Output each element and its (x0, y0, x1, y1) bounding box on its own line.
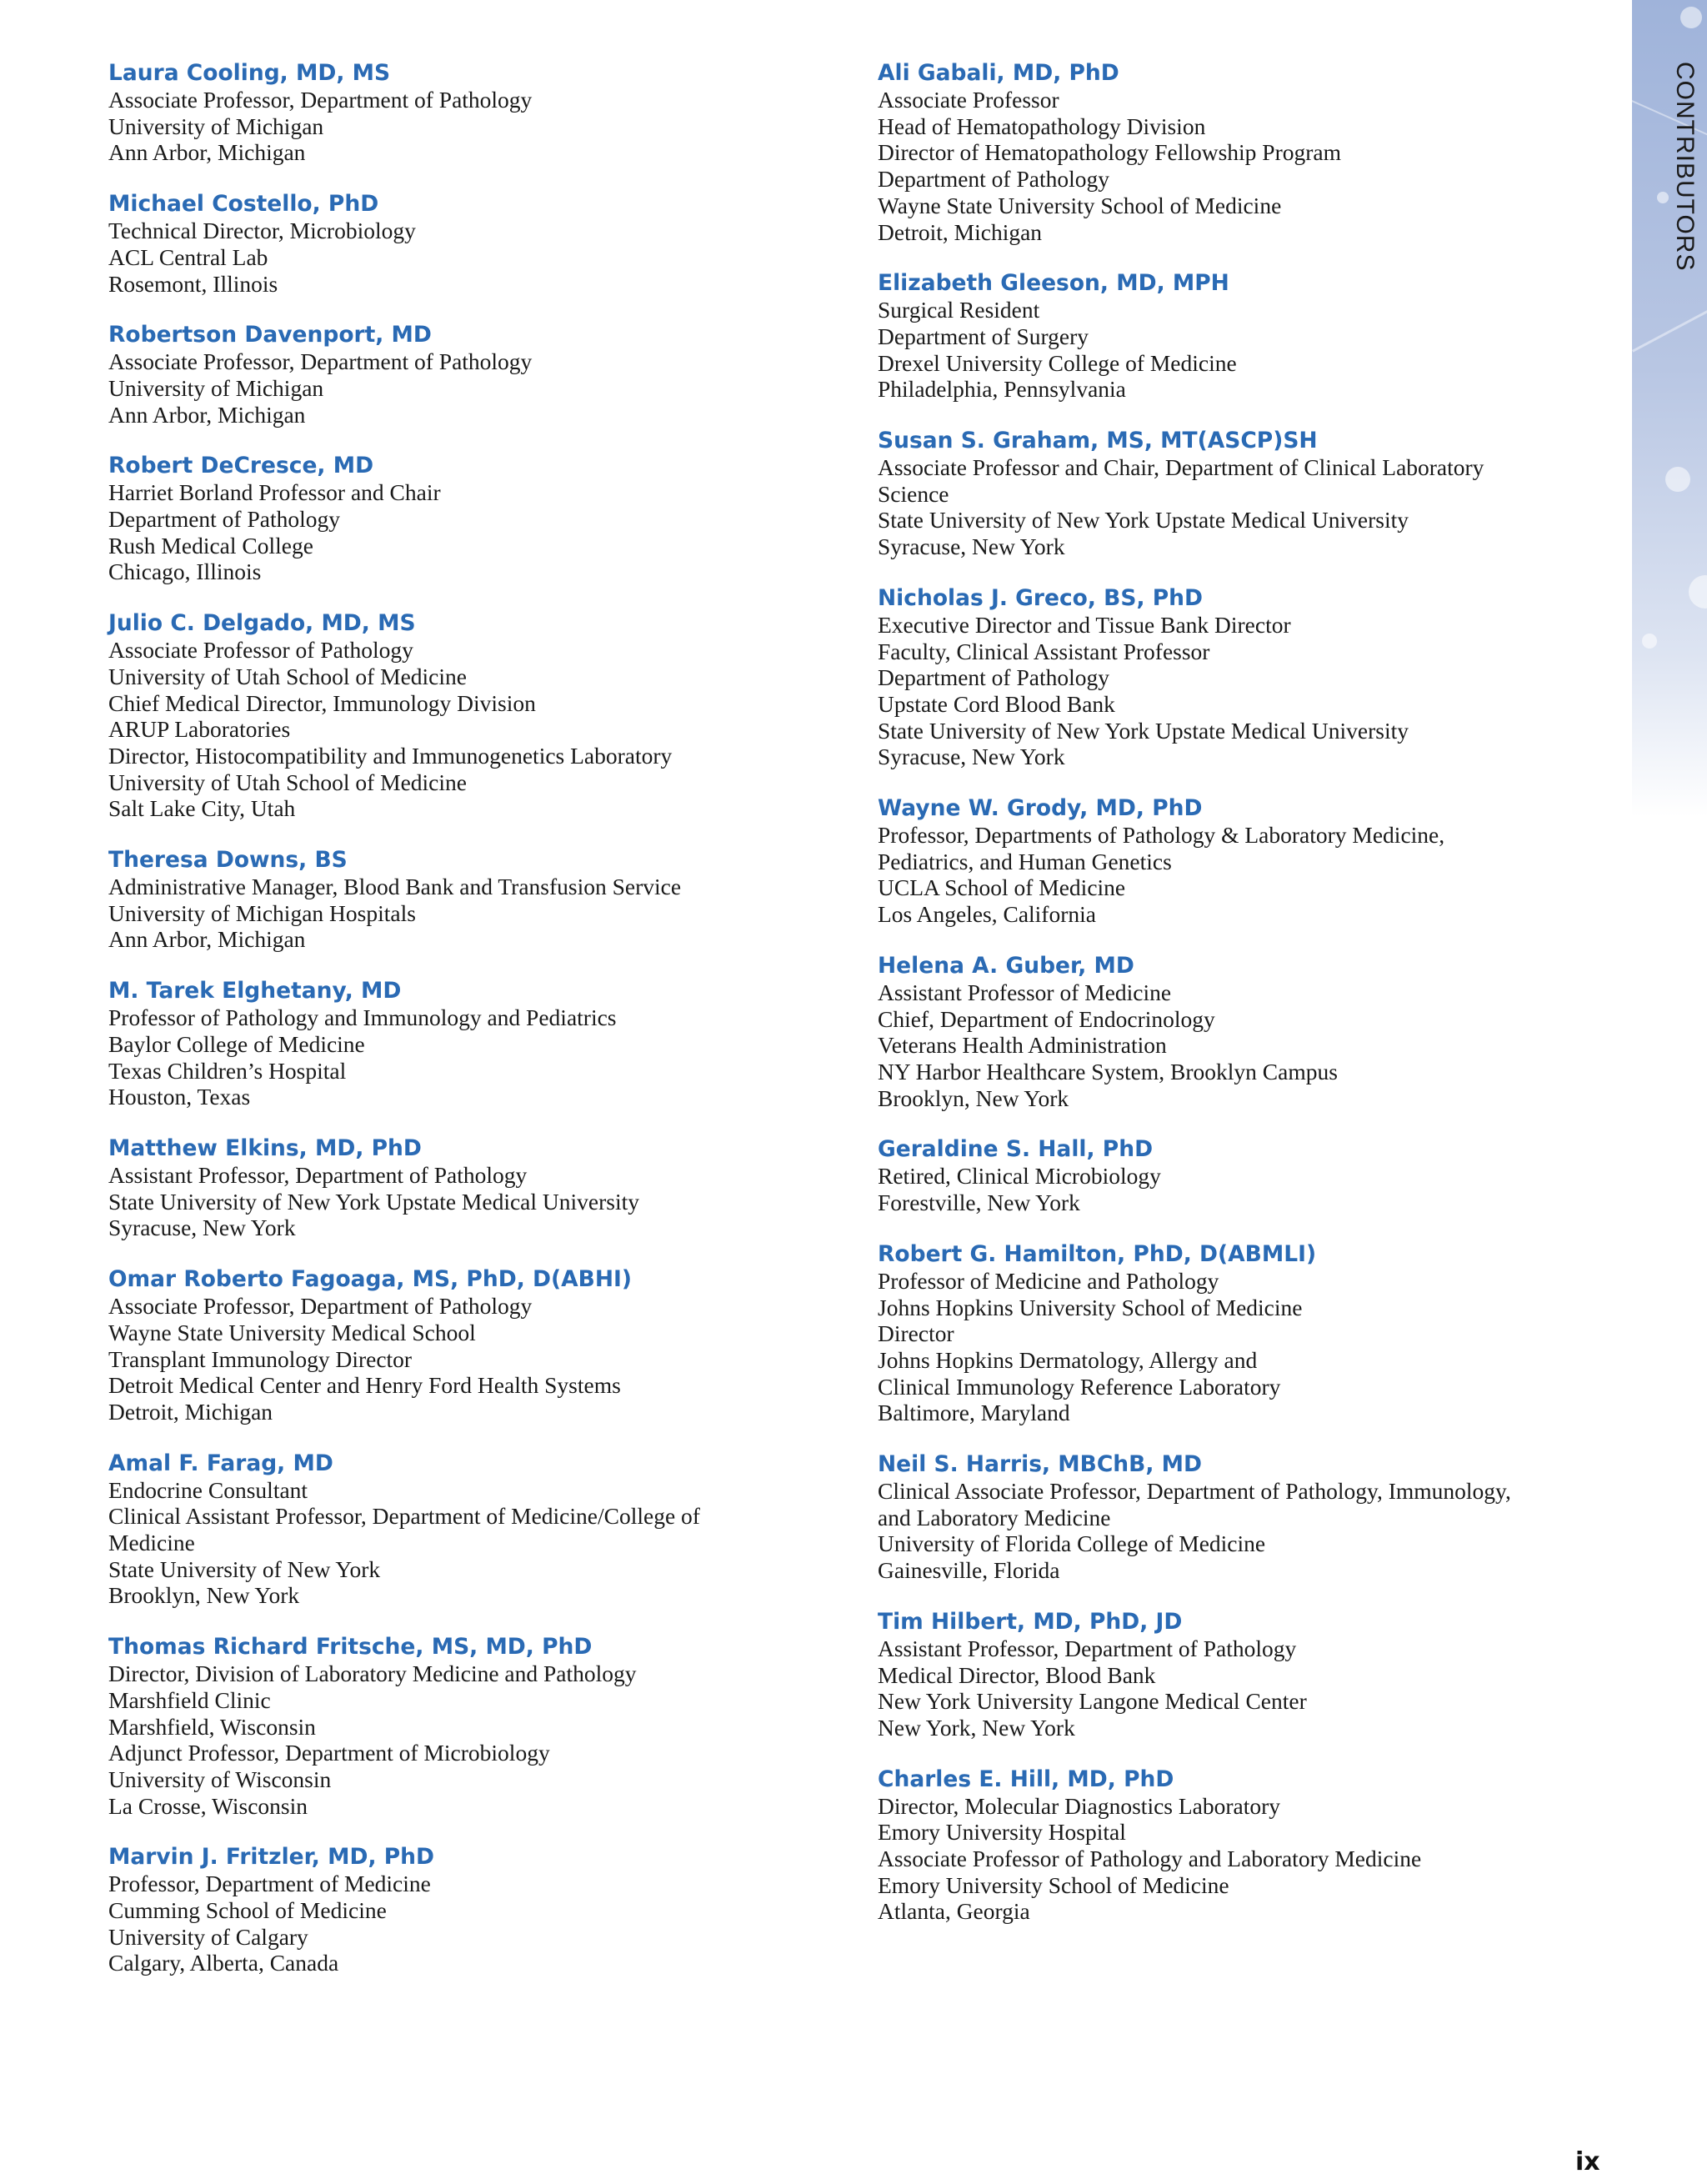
contributor-affiliation-line: Brooklyn, New York (108, 1582, 300, 1609)
contributor-affiliation-line: Associate Professor, Department of Pathology (108, 1293, 533, 1320)
contributor-affiliation-line: Detroit, Michigan (878, 218, 1043, 245)
contributor-name: Nicholas J. Greco, BS, PhD (878, 584, 1204, 611)
contributor-entry (878, 795, 1594, 928)
contributor-entry (878, 585, 1594, 770)
contributor-affiliation-line: Professor of Medicine and Pathology (878, 1267, 1219, 1294)
contributor-affiliation-line: Atlanta, Georgia (878, 1898, 1030, 1925)
contributor-affiliation-line: Johns Hopkins University School of Medicine (878, 1294, 1303, 1320)
contributor-affiliation-line: Department of Surgery (878, 323, 1089, 349)
contributor-affiliation-line: Emory University School of Medicine (878, 1871, 1229, 1898)
contributor-name: Susan S. Graham, MS, MT(ASCP)SH (878, 428, 1318, 454)
contributor-affiliation-line: Salt Lake City, Utah (108, 795, 296, 822)
contributor-affiliation-line: Clinical Associate Professor, Department of Pathology, Immunology, (878, 1478, 1511, 1505)
contributor-affiliation-line: Wayne State University School of Medicine (878, 192, 1282, 218)
contributor-name: M. Tarek Elghetany, MD (108, 978, 402, 1004)
contributor-affiliation-line: Rush Medical College (108, 532, 313, 559)
contributor-entry (108, 60, 825, 166)
contributor-affiliation-line: Wayne State University Medical School (108, 1319, 476, 1345)
contributor-affiliation-line: Forestville, New York (878, 1190, 1080, 1216)
contributor-affiliation-line: ARUP Laboratories (108, 716, 291, 743)
contributor-affiliation-line: Endocrine Consultant (108, 1476, 308, 1503)
contributor-affiliation-line: Assistant Professor, Department of Pathology (108, 1161, 528, 1188)
contributor-affiliation-line: Professor, Departments of Pathology & Laboratory Medicine, (878, 822, 1445, 849)
contributor-affiliation-line: Chicago, Illinois (108, 559, 262, 585)
contributor-affiliation-line: Faculty, Clinical Assistant Professor (878, 638, 1210, 664)
contributor-affiliation-line: New York University Langone Medical Center (878, 1688, 1307, 1715)
contributor-name: Marvin J. Fritzler, MD, PhD (108, 1844, 435, 1871)
contributor-affiliation-line: Los Angeles, California (878, 901, 1096, 928)
contributor-affiliation-line: Upstate Cord Blood Bank (878, 690, 1115, 717)
contributor-affiliation-line: Philadelphia, Pennsylvania (878, 376, 1126, 403)
contributor-affiliation-line: Syracuse, New York (878, 744, 1065, 770)
contributor-affiliation-line: NY Harbor Healthcare System, Brooklyn Campus (878, 1058, 1338, 1084)
contributor-affiliation-line: Professor of Pathology and Immunology and Pediatrics (108, 1004, 617, 1031)
contributor-entry (878, 428, 1594, 560)
contributor-affiliation-line: State University of New York Upstate Medical University (108, 1188, 639, 1215)
page-number: ix (1575, 2147, 1600, 2176)
contributor-affiliation-line: Associate Professor of Pathology (108, 637, 413, 664)
contributor-affiliation-line: Department of Pathology (878, 664, 1109, 691)
contributor-affiliation-line: and Laboratory Medicine (878, 1504, 1111, 1530)
contributor-affiliation-line: Syracuse, New York (878, 533, 1065, 560)
contributor-entry (108, 978, 825, 1110)
contributor-affiliation-line: Associate Professor, Department of Pathology (108, 87, 533, 113)
contributor-entry (108, 453, 825, 585)
contributor-affiliation-line: UCLA School of Medicine (878, 874, 1126, 901)
contributor-entry (878, 1766, 1594, 1926)
contributor-affiliation-line: University of Michigan Hospitals (108, 899, 416, 926)
contributor-affiliation-line: Head of Hematopathology Division (878, 113, 1206, 139)
contributor-affiliation-line: Pediatrics, and Human Genetics (878, 848, 1172, 874)
contributor-affiliation-line: Baylor College of Medicine (108, 1030, 365, 1057)
contributor-entry (108, 1844, 825, 1976)
contributor-affiliation-line: Cumming School of Medicine (108, 1897, 387, 1924)
contributor-name: Elizabeth Gleeson, MD, MPH (878, 270, 1229, 297)
contributor-affiliation-line: Director, Molecular Diagnostics Laboratory (878, 1792, 1281, 1819)
contributor-affiliation-line: Calgary, Alberta, Canada (108, 1950, 339, 1976)
contributors-column-right (878, 60, 1594, 1950)
contributor-affiliation-line: Surgical Resident (878, 297, 1040, 323)
contributor-affiliation-line: Drexel University College of Medicine (878, 349, 1237, 376)
contributor-affiliation-line: Detroit, Michigan (108, 1398, 273, 1425)
contributor-name: Julio C. Delgado, MD, MS (108, 610, 416, 637)
contributor-affiliation-line: Technical Director, Microbiology (108, 218, 416, 244)
contributor-affiliation-line: Texas Children’s Hospital (108, 1057, 347, 1084)
contributor-affiliation-line: Executive Director and Tissue Bank Director (878, 611, 1291, 638)
contributor-affiliation-line: State University of New York (108, 1555, 381, 1582)
contributor-name: Robert G. Hamilton, PhD, D(ABMLI) (878, 1240, 1317, 1267)
contributor-affiliation-line: Associate Professor, Department of Pathology (108, 348, 533, 375)
contributor-affiliation-line: Emory University Hospital (878, 1819, 1126, 1846)
contributor-entry (108, 1266, 825, 1425)
contributor-affiliation-line: State University of New York Upstate Medical University (878, 507, 1409, 533)
contributor-entry (878, 1609, 1594, 1741)
contributor-affiliation-line: Clinical Assistant Professor, Department of Medicine/College of (108, 1503, 700, 1530)
contributor-affiliation-line: Marshfield Clinic (108, 1686, 271, 1713)
streak-decoration (1632, 295, 1707, 352)
contributor-name: Robert DeCresce, MD (108, 453, 374, 479)
contributor-name: Michael Costello, PhD (108, 191, 379, 218)
contributor-entry (878, 1136, 1594, 1215)
contributor-affiliation-line: Medical Director, Blood Bank (878, 1661, 1156, 1688)
contributor-name: Laura Cooling, MD, MS (108, 60, 391, 86)
contributors-column-left (108, 60, 825, 2001)
contributor-name: Matthew Elkins, MD, PhD (108, 1135, 422, 1161)
contributor-affiliation-line: Ann Arbor, Michigan (108, 926, 306, 953)
bubble-decoration (1665, 467, 1690, 492)
contributor-affiliation-line: University of Michigan (108, 113, 324, 139)
contributor-name: Neil S. Harris, MBChB, MD (878, 1451, 1203, 1478)
contributor-affiliation-line: Transplant Immunology Director (108, 1345, 413, 1372)
contributor-affiliation-line: University of Calgary (108, 1923, 308, 1950)
contributor-affiliation-line: Assistant Professor of Medicine (878, 979, 1172, 1005)
contributor-affiliation-line: Director (878, 1320, 954, 1347)
contributor-name: Robertson Davenport, MD (108, 322, 432, 348)
contributor-entry (108, 847, 825, 953)
contributor-affiliation-line: Marshfield, Wisconsin (108, 1713, 316, 1740)
contributor-name: Charles E. Hill, MD, PhD (878, 1766, 1174, 1792)
contributor-entry (108, 191, 825, 297)
contributor-entry (878, 953, 1594, 1112)
contributor-affiliation-line: Associate Professor (878, 87, 1059, 113)
contributor-affiliation-line: Adjunct Professor, Department of Microbiology (108, 1740, 550, 1766)
bubble-decoration (1642, 634, 1657, 649)
contributor-affiliation-line: Ann Arbor, Michigan (108, 139, 306, 166)
contributor-entry (108, 1450, 825, 1610)
contributor-affiliation-line: Professor, Department of Medicine (108, 1871, 431, 1897)
contributor-name: Tim Hilbert, MD, PhD, JD (878, 1608, 1183, 1635)
contributor-affiliation-line: University of Michigan (108, 374, 324, 401)
contributor-affiliation-line: University of Utah School of Medicine (108, 769, 467, 795)
contributor-affiliation-line: University of Wisconsin (108, 1766, 332, 1792)
contributor-affiliation-line: Clinical Immunology Reference Laboratory (878, 1373, 1281, 1400)
contributor-entry (108, 1135, 825, 1241)
contributor-affiliation-line: State University of New York Upstate Medical University (878, 717, 1409, 744)
contributor-affiliation-line: Ann Arbor, Michigan (108, 401, 306, 428)
contributor-affiliation-line: Johns Hopkins Dermatology, Allergy and (878, 1346, 1258, 1373)
section-tab-label: CONTRIBUTORS (1671, 62, 1699, 272)
contributor-affiliation-line: Brooklyn, New York (878, 1084, 1069, 1111)
contributor-affiliation-line: Department of Pathology (878, 166, 1109, 193)
contributor-affiliation-line: Gainesville, Florida (878, 1557, 1060, 1584)
contributor-affiliation-line: University of Florida College of Medicine (878, 1530, 1266, 1557)
bubble-decoration (1689, 575, 1707, 609)
contributor-affiliation-line: Houston, Texas (108, 1084, 251, 1110)
contributor-affiliation-line: ACL Central Lab (108, 243, 268, 270)
contributor-affiliation-line: Baltimore, Maryland (878, 1400, 1070, 1426)
contributor-affiliation-line: University of Utah School of Medicine (108, 663, 467, 689)
contributor-entry (878, 60, 1594, 245)
contributor-affiliation-line: La Crosse, Wisconsin (108, 1792, 308, 1819)
contributor-entry (108, 322, 825, 428)
contributor-affiliation-line: Veterans Health Administration (878, 1032, 1167, 1059)
contributor-entry (108, 610, 825, 822)
contributor-affiliation-line: Chief, Department of Endocrinology (878, 1005, 1215, 1032)
contributor-affiliation-line: Assistant Professor, Department of Pathology (878, 1635, 1297, 1661)
contributor-affiliation-line: Associate Professor of Pathology and Laboratory Medicine (878, 1846, 1422, 1872)
contributor-affiliation-line: Associate Professor and Chair, Department of Clinical Laboratory (878, 454, 1484, 481)
contributor-name: Amal F. Farag, MD (108, 1450, 333, 1476)
contributor-affiliation-line: New York, New York (878, 1714, 1075, 1741)
contributor-name: Thomas Richard Fritsche, MS, MD, PhD (108, 1634, 593, 1661)
contributor-name: Theresa Downs, BS (108, 847, 348, 874)
contributor-affiliation-line: Administrative Manager, Blood Bank and Transfusion Service (108, 874, 682, 900)
bubble-decoration (1657, 192, 1669, 203)
contributor-affiliation-line: Rosemont, Illinois (108, 270, 278, 297)
contributor-affiliation-line: Detroit Medical Center and Henry Ford Health Systems (108, 1372, 621, 1399)
contributor-entry (878, 1241, 1594, 1426)
contributor-name: Ali Gabali, MD, PhD (878, 60, 1119, 86)
contributor-affiliation-line: Science (878, 480, 949, 507)
contributor-name: Helena A. Guber, MD (878, 952, 1134, 979)
contributor-affiliation-line: Harriet Borland Professor and Chair (108, 479, 441, 506)
contributor-affiliation-line: Director, Histocompatibility and Immunogenetics Laboratory (108, 742, 673, 769)
contributor-name: Wayne W. Grody, MD, PhD (878, 795, 1203, 822)
contributor-affiliation-line: Syracuse, New York (108, 1215, 296, 1241)
contributor-affiliation-line: Department of Pathology (108, 506, 340, 533)
contributor-affiliation-line: Medicine (108, 1530, 195, 1556)
contributor-entry (878, 1451, 1594, 1584)
contributor-entry (878, 270, 1594, 403)
bubble-decoration (1680, 7, 1702, 28)
contributor-affiliation-line: Retired, Clinical Microbiology (878, 1163, 1161, 1190)
contributor-name: Geraldine S. Hall, PhD (878, 1136, 1154, 1163)
contributor-affiliation-line: Chief Medical Director, Immunology Division (108, 689, 536, 716)
contributor-entry (108, 1634, 825, 1819)
contributor-affiliation-line: Director, Division of Laboratory Medicine and Pathology (108, 1661, 637, 1687)
contributor-name: Omar Roberto Fagoaga, MS, PhD, D(ABHI) (108, 1266, 632, 1293)
contributor-affiliation-line: Director of Hematopathology Fellowship Program (878, 139, 1342, 166)
